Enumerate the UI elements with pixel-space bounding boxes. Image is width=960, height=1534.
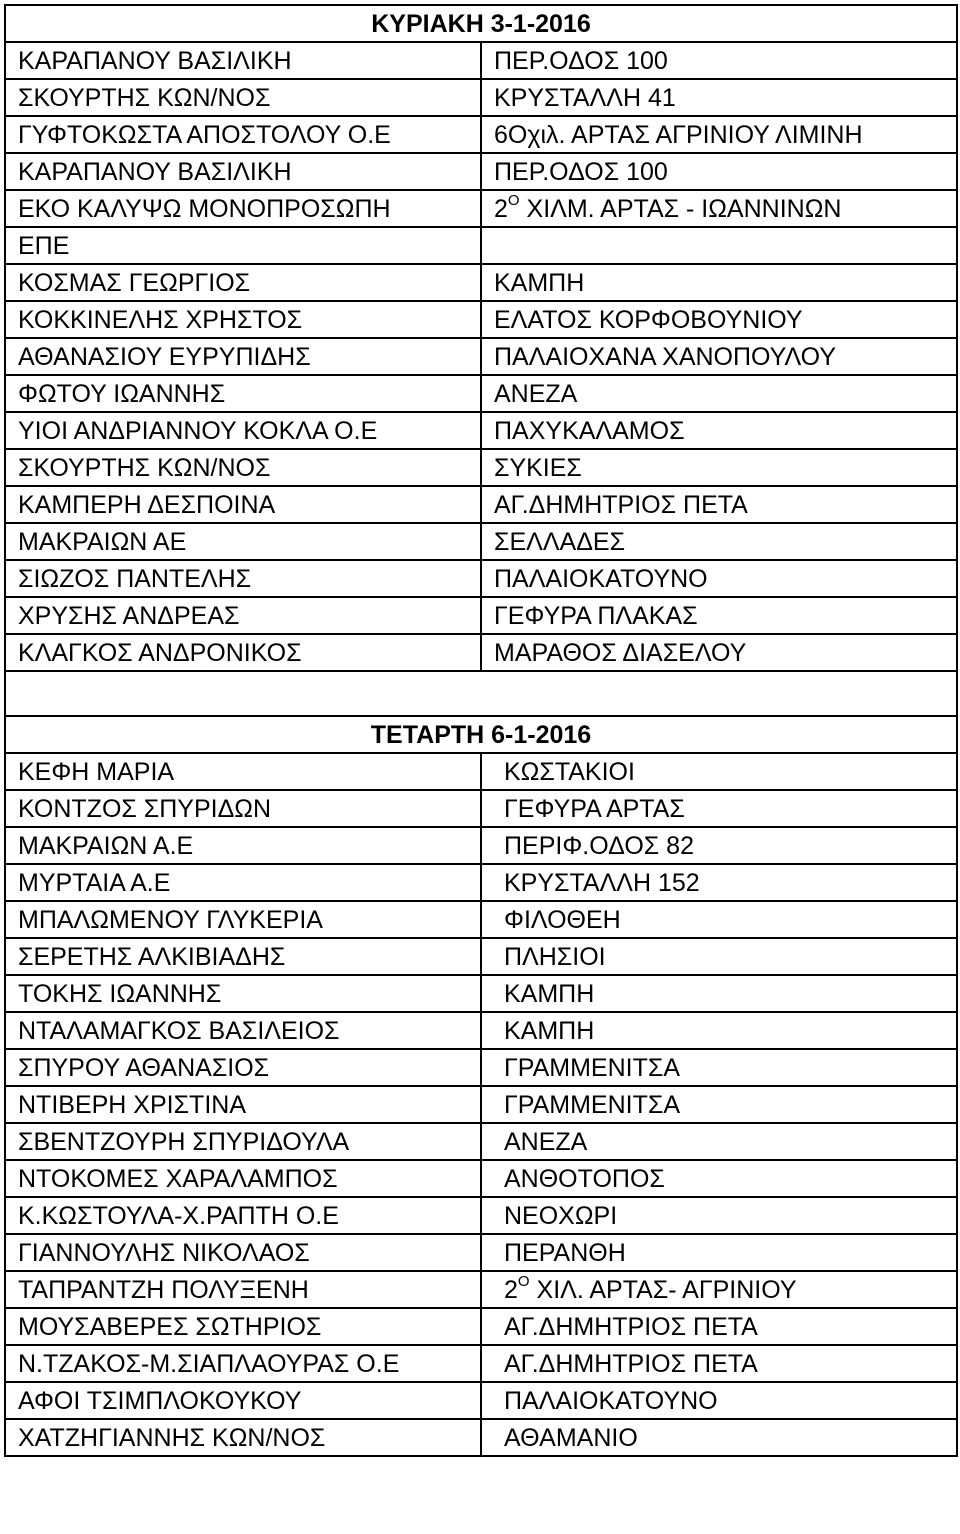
pharmacy-location-cell: ΣΥΚΙΕΣ xyxy=(481,449,957,486)
table-row xyxy=(5,975,957,1012)
location-ordinal-superscript: Ο xyxy=(507,192,520,210)
pharmacy-name-cell: ΜΥΡΤΑΙΑ Α.Ε xyxy=(5,864,481,901)
pharmacy-location-cell: ΠΕΡΑΝΘΗ xyxy=(481,1234,957,1271)
pharmacy-location-cell: ΑΝΘΟΤΟΠΟΣ xyxy=(481,1160,957,1197)
pharmacy-name-cell: ΓΙΑΝΝΟΥΛΗΣ ΝΙΚΟΛΑΟΣ xyxy=(5,1234,481,1271)
pharmacy-location-cell: ΠΛΗΣΙΟΙ xyxy=(481,938,957,975)
pharmacy-location-cell: ΚΡΥΣΤΑΛΛΗ 152 xyxy=(481,864,957,901)
pharmacy-name-cell: ΦΩΤΟΥ ΙΩΑΝΝΗΣ xyxy=(5,375,481,412)
pharmacy-location-cell: ΚΩΣΤΑΚΙΟΙ xyxy=(481,753,957,790)
pharmacy-name-cell: ΚΟΝΤΖΟΣ ΣΠΥΡΙΔΩΝ xyxy=(5,790,481,827)
table-row xyxy=(5,597,957,634)
pharmacy-name-cell: ΣΠΥΡΟΥ ΑΘΑΝΑΣΙΟΣ xyxy=(5,1049,481,1086)
pharmacy-name-cell: ΧΑΤΖΗΓΙΑΝΝΗΣ ΚΩΝ/ΝΟΣ xyxy=(5,1419,481,1456)
pharmacy-name-cell: ΜΑΚΡΑΙΩΝ ΑΕ xyxy=(5,523,481,560)
table-row xyxy=(5,1345,957,1382)
pharmacy-location-cell: ΑΓ.ΔΗΜΗΤΡΙΟΣ ΠΕΤΑ xyxy=(481,1308,957,1345)
table-body xyxy=(5,5,957,1456)
pharmacy-name-cell: ΑΘΑΝΑΣΙΟΥ ΕΥΡΥΠΙΔΗΣ xyxy=(5,338,481,375)
pharmacy-location-cell: ΚΑΜΠΗ xyxy=(481,1012,957,1049)
pharmacy-location-cell: ΚΡΥΣΤΑΛΛΗ 41 xyxy=(481,79,957,116)
pharmacy-location-cell: ΓΕΦΥΡΑ ΠΛΑΚΑΣ xyxy=(481,597,957,634)
table-row xyxy=(5,1086,957,1123)
table-row xyxy=(5,1049,957,1086)
pharmacy-location-cell: ΠΕΡ.ΟΔΟΣ 100 xyxy=(481,153,957,190)
table-row xyxy=(5,190,957,227)
table-row xyxy=(5,1382,957,1419)
pharmacy-location-cell: ΑΝΕΖΑ xyxy=(481,375,957,412)
table-row xyxy=(5,42,957,79)
pharmacy-name-cell: ΑΦΟΙ ΤΣΙΜΠΛΟΚΟΥΚΟΥ xyxy=(5,1382,481,1419)
pharmacy-location-cell: ΠΑΧΥΚΑΛΑΜΟΣ xyxy=(481,412,957,449)
pharmacy-name-cell: ΣΕΡΕΤΗΣ ΑΛΚΙΒΙΑΔΗΣ xyxy=(5,938,481,975)
pharmacy-location-cell: ΠΕΡ.ΟΔΟΣ 100 xyxy=(481,42,957,79)
blank-separator-row xyxy=(5,671,957,716)
pharmacy-name-cell: ΚΕΦΗ ΜΑΡΙΑ xyxy=(5,753,481,790)
pharmacy-location-cell: 6Οχιλ. ΑΡΤΑΣ ΑΓΡΙΝΙΟΥ ΛΙΜΙΝΗ xyxy=(481,116,957,153)
pharmacy-location-cell xyxy=(481,1271,957,1308)
section-heading: ΤΕΤΑΡΤΗ 6-1-2016 xyxy=(5,716,957,753)
pharmacy-name-cell: Κ.ΚΩΣΤΟΥΛΑ-Χ.ΡΑΠΤΗ Ο.Ε xyxy=(5,1197,481,1234)
table-row xyxy=(5,1123,957,1160)
pharmacy-name-cell: ΣΙΩΖΟΣ ΠΑΝΤΕΛΗΣ xyxy=(5,560,481,597)
table-row xyxy=(5,449,957,486)
table-row xyxy=(5,1160,957,1197)
table-row xyxy=(5,901,957,938)
pharmacy-name-cell: ΣΚΟΥΡΤΗΣ ΚΩΝ/ΝΟΣ xyxy=(5,449,481,486)
table-row xyxy=(5,1271,957,1308)
pharmacy-location-cell: ΝΕΟΧΩΡΙ xyxy=(481,1197,957,1234)
pharmacy-location-cell: ΠΑΛΑΙΟΚΑΤΟΥΝΟ xyxy=(481,560,957,597)
pharmacy-name-cell: Ν.ΤΖΑΚΟΣ-Μ.ΣΙΑΠΛΑΟΥΡΑΣ Ο.Ε xyxy=(5,1345,481,1382)
table-row xyxy=(5,790,957,827)
pharmacy-name-cell: ΣΚΟΥΡΤΗΣ ΚΩΝ/ΝΟΣ xyxy=(5,79,481,116)
table-row xyxy=(5,560,957,597)
pharmacy-location-cell: ΑΓ.ΔΗΜΗΤΡΙΟΣ ΠΕΤΑ xyxy=(481,1345,957,1382)
table-row xyxy=(5,227,957,264)
table-row xyxy=(5,1197,957,1234)
pharmacy-location-cell xyxy=(481,190,957,227)
table-row xyxy=(5,523,957,560)
pharmacy-location-cell: ΑΝΕΖΑ xyxy=(481,1123,957,1160)
section-heading: ΚΥΡΙΑΚΗ 3-1-2016 xyxy=(5,5,957,42)
table-row xyxy=(5,864,957,901)
location-number: 2 xyxy=(504,1275,518,1304)
pharmacy-location-cell: ΣΕΛΛΑΔΕΣ xyxy=(481,523,957,560)
table-row xyxy=(5,1419,957,1456)
section-header-row xyxy=(5,716,957,753)
table-row xyxy=(5,79,957,116)
table-row xyxy=(5,412,957,449)
table-row xyxy=(5,1308,957,1345)
table-row xyxy=(5,938,957,975)
table-row xyxy=(5,301,957,338)
table-row xyxy=(5,1012,957,1049)
pharmacy-name-cell: ΜΑΚΡΑΙΩΝ Α.Ε xyxy=(5,827,481,864)
pharmacy-location-cell: ΜΑΡΑΘΟΣ ΔΙΑΣΕΛΟΥ xyxy=(481,634,957,671)
pharmacy-location-cell: ΕΛΑΤΟΣ ΚΟΡΦΟΒΟΥΝΙΟΥ xyxy=(481,301,957,338)
pharmacy-name-cell: ΚΟΚΚΙΝΕΛΗΣ ΧΡΗΣΤΟΣ xyxy=(5,301,481,338)
table-row xyxy=(5,338,957,375)
location-text: ΧΙΛ. ΑΡΤΑΣ- ΑΓΡΙΝΙΟΥ xyxy=(529,1275,797,1304)
pharmacy-location-cell: ΠΑΛΑΙΟΚΑΤΟΥΝΟ xyxy=(481,1382,957,1419)
pharmacy-location-cell: ΠΕΡΙΦ.ΟΔΟΣ 82 xyxy=(481,827,957,864)
pharmacy-name-cell: ΤΟΚΗΣ ΙΩΑΝΝΗΣ xyxy=(5,975,481,1012)
table-row xyxy=(5,116,957,153)
pharmacy-name-cell: ΕΚΟ ΚΑΛΥΨΩ ΜΟΝΟΠΡΟΣΩΠΗ xyxy=(5,190,481,227)
pharmacy-location-cell: ΦΙΛΟΘΕΗ xyxy=(481,901,957,938)
pharmacy-name-cell: ΚΛΑΓΚΟΣ ΑΝΔΡΟΝΙΚΟΣ xyxy=(5,634,481,671)
pharmacy-name-cell: ΕΠΕ xyxy=(5,227,481,264)
table-row xyxy=(5,486,957,523)
pharmacy-location-cell: ΚΑΜΠΗ xyxy=(481,975,957,1012)
pharmacy-location-cell: ΓΡΑΜΜΕΝΙΤΣΑ xyxy=(481,1049,957,1086)
pharmacy-name-cell: ΚΑΡΑΠΑΝΟΥ ΒΑΣΙΛΙΚΗ xyxy=(5,42,481,79)
pharmacy-name-cell: ΜΠΑΛΩΜΕΝΟΥ ΓΛΥΚΕΡΙΑ xyxy=(5,901,481,938)
pharmacy-name-cell: ΣΒΕΝΤΖΟΥΡΗ ΣΠΥΡΙΔΟΥΛΑ xyxy=(5,1123,481,1160)
location-number: 2 xyxy=(494,194,508,223)
pharmacy-location-cell: ΚΑΜΠΗ xyxy=(481,264,957,301)
pharmacy-name-cell: ΚΑΡΑΠΑΝΟΥ ΒΑΣΙΛΙΚΗ xyxy=(5,153,481,190)
pharmacy-location-cell: ΓΕΦΥΡΑ ΑΡΤΑΣ xyxy=(481,790,957,827)
pharmacy-location-cell: ΠΑΛΑΙΟΧΑΝΑ ΧΑΝΟΠΟΥΛΟΥ xyxy=(481,338,957,375)
section-header-row xyxy=(5,5,957,42)
table-row xyxy=(5,1234,957,1271)
pharmacy-name-cell: ΝΤΟΚΟΜΕΣ ΧΑΡΑΛΑΜΠΟΣ xyxy=(5,1160,481,1197)
table-row xyxy=(5,827,957,864)
pharmacy-name-cell: ΝΤΙΒΕΡΗ ΧΡΙΣΤΙΝΑ xyxy=(5,1086,481,1123)
table-row xyxy=(5,153,957,190)
pharmacy-location-cell: ΑΘΑΜΑΝΙΟ xyxy=(481,1419,957,1456)
pharmacy-name-cell: ΧΡΥΣΗΣ ΑΝΔΡΕΑΣ xyxy=(5,597,481,634)
pharmacy-name-cell: ΥΙΟΙ ΑΝΔΡΙΑΝΝΟΥ ΚΟΚΛΑ Ο.Ε xyxy=(5,412,481,449)
table-row xyxy=(5,634,957,671)
table-row xyxy=(5,375,957,412)
pharmacy-name-cell: ΤΑΠΡΑΝΤΖΗ ΠΟΛΥΞΕΝΗ xyxy=(5,1271,481,1308)
pharmacy-name-cell: ΚΑΜΠΕΡΗ ΔΕΣΠΟΙΝΑ xyxy=(5,486,481,523)
pharmacy-location-cell: ΑΓ.ΔΗΜΗΤΡΙΟΣ ΠΕΤΑ xyxy=(481,486,957,523)
pharmacy-name-cell: ΝΤΑΛΑΜΑΓΚΟΣ ΒΑΣΙΛΕΙΟΣ xyxy=(5,1012,481,1049)
location-ordinal-superscript: Ο xyxy=(517,1273,530,1291)
table-row xyxy=(5,753,957,790)
pharmacy-location-cell: ΓΡΑΜΜΕΝΙΤΣΑ xyxy=(481,1086,957,1123)
pharmacy-name-cell: ΓΥΦΤΟΚΩΣΤΑ ΑΠΟΣΤΟΛΟΥ Ο.Ε xyxy=(5,116,481,153)
pharmacy-name-cell: ΜΟΥΣΑΒΕΡΕΣ ΣΩΤΗΡΙΟΣ xyxy=(5,1308,481,1345)
pharmacy-location-cell xyxy=(481,227,957,264)
pharmacy-name-cell: ΚΟΣΜΑΣ ΓΕΩΡΓΙΟΣ xyxy=(5,264,481,301)
pharmacy-schedule-table xyxy=(4,4,958,1457)
table-row xyxy=(5,264,957,301)
blank-separator-cell xyxy=(5,671,957,716)
schedule-document xyxy=(4,4,956,1457)
location-text: ΧΙΛΜ. ΑΡΤΑΣ - ΙΩΑΝΝΙΝΩΝ xyxy=(519,194,842,223)
